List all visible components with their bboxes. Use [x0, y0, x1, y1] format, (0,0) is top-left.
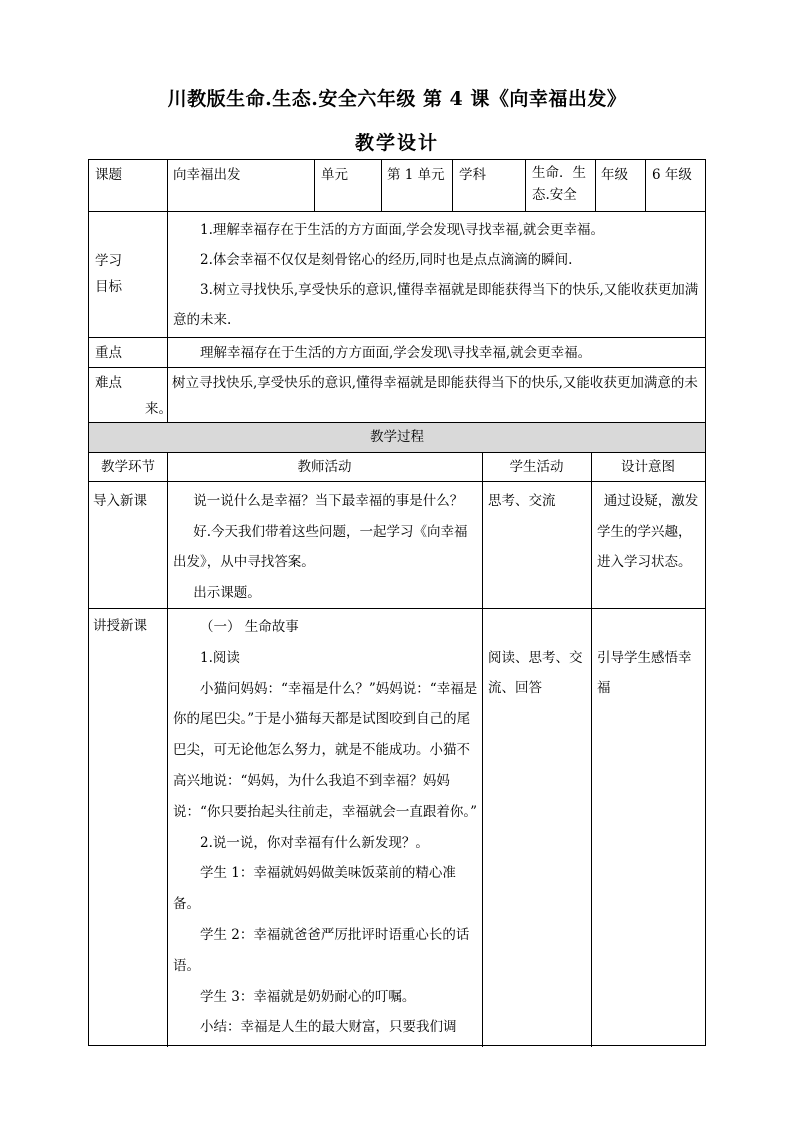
difficulty-label: 难点: [95, 375, 122, 391]
student-activity-new-lesson: 阅读、思考、交流、回答: [488, 650, 583, 696]
teacher-activity-intro: 说一说什么是幸福？当下最幸福的事是什么？ 好.今天我们带着这些问题，一起学习《向幸福出发》，从中寻找答案。 出示课题。: [173, 493, 468, 601]
unit-value: 第 1 单元: [387, 167, 445, 183]
stage-intro: 导入新课: [93, 493, 147, 509]
objective-item: 2.体会幸福不仅仅是刻骨铭心的经历,同时也是点点滴滴的瞬间.: [200, 252, 573, 268]
key-point-text: 理解幸福存在于生活的方方面面,学会发现\寻找幸福,就会更幸福。: [200, 345, 592, 361]
design-intent-intro: 通过设疑，激发学生的学兴趣，进入学习状态。: [597, 493, 699, 570]
stage-new-lesson: 讲授新课: [93, 618, 147, 634]
objective-item: 1.理解幸福存在于生活的方方面面,学会发现\寻找幸福,就会更幸福。: [200, 222, 605, 238]
design-intent-new-lesson: 引导学生感悟幸福: [597, 650, 692, 696]
key-point-label: 重点: [95, 345, 122, 361]
document-subtitle: 教学设计: [354, 132, 439, 154]
column-header-stage: 教学环节: [101, 459, 155, 475]
topic-value: 向幸福出发: [173, 167, 241, 183]
objectives-content: [173, 211, 703, 335]
column-header-intent: 设计意图: [621, 459, 675, 475]
objectives-label: 学习目标: [95, 253, 122, 295]
unit-label: 单元: [321, 167, 348, 183]
column-header-student: 学生活动: [509, 459, 564, 475]
difficulty-text: 树立寻找快乐,享受快乐的意识,懂得幸福就是即能获得当下的快乐,又能收获更加满意的未来。: [145, 375, 698, 417]
student-activity-intro: 思考、交流: [488, 493, 556, 509]
document-title: 川教版生命.生态.安全六年级 第 4 课《向幸福出发》: [167, 88, 627, 110]
grade-value: 6 年级: [652, 167, 692, 183]
topic-label: 课题: [95, 167, 122, 183]
teacher-activity-new-lesson: （一） 生命故事 1.阅读 小猫问妈妈：“幸福是什么？”妈妈说：“幸福是你的尾巴尖。”于是小猫每天都是试图咬到自己的尾巴尖，可无论他怎么努力，就是不能成功。小猫不高兴地说：“妈妈，为什么我追不到幸福？妈妈说：“你只要抬起头往前走，幸福就会一直跟着你。” 2.说一说，你对幸福有什么新发现？。 学生 1：幸福就妈妈做美味饭菜前的精心准备。 学生 2：幸福就爸爸严厉批评时语重心长的话语。 学生 3：幸福就是奶奶耐心的叮嘱。 小结：幸福是人生的最大财富，只要我们调: [173, 619, 478, 1036]
subject-value: 生命．生态.安全: [532, 165, 586, 203]
process-header: 教学过程: [370, 429, 424, 445]
column-header-teacher: 教师活动: [297, 459, 352, 475]
grade-label: 年级: [601, 167, 628, 183]
subject-label: 学科: [459, 167, 486, 183]
lesson-plan-table: [88, 159, 706, 1046]
objective-item: 3.树立寻找快乐,享受快乐的意识,懂得幸福就是即能获得当下的快乐,又能收获更加满意的未来.: [173, 282, 699, 328]
